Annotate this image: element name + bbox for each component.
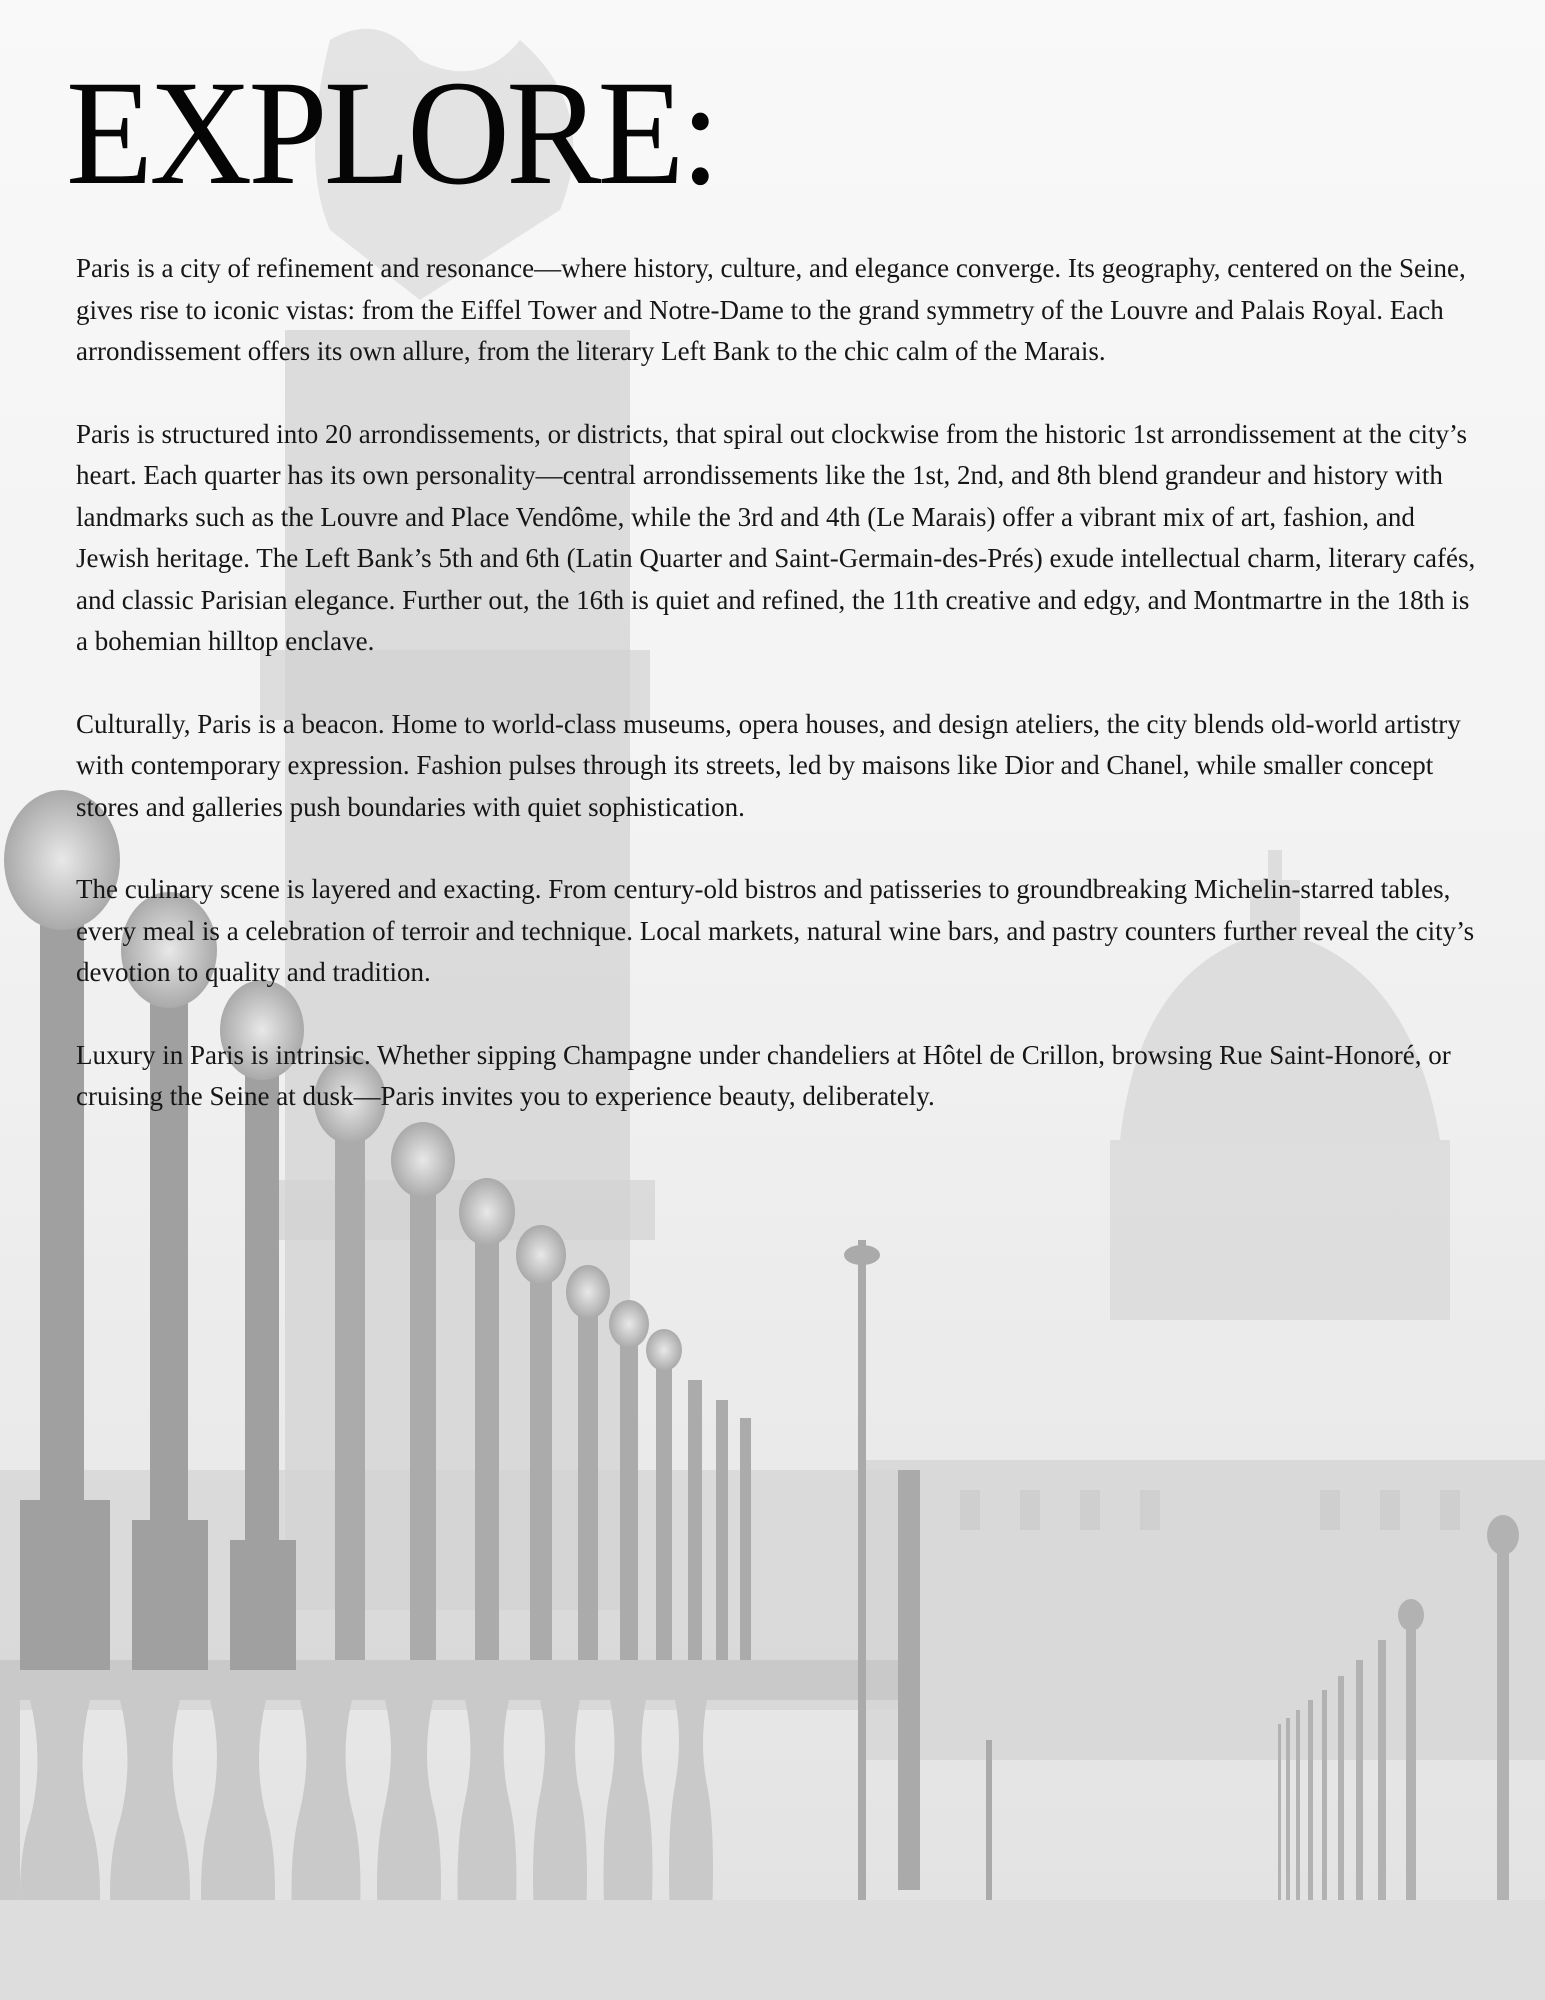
- paragraph-arrondissements: Paris is structured into 20 arrondissements, or districts, that spiral out clockwise from the historic 1st arrondissement at the city’s heart. Each quarter has its own personality—central arrondissements like the 1st, 2nd, and 8th blend grandeur and history with landmarks such as the Louvre and Place Vendôme, while the 3rd and 4th (Le Marais) offer a vibrant mix of art, fashion, and Jewish heritage. The Left Bank’s 5th and 6th (Latin Quarter and Saint-Germain-des-Prés) exude intellectual charm, literary cafés, and classic Parisian elegance. Further out, the 16th is quiet and refined, the 11th creative and edgy, and Montmartre in the 18th is a bohemian hilltop enclave.: [76, 418, 1476, 656]
- paragraph-culture: Culturally, Paris is a beacon. Home to world-class museums, opera houses, and design ateliers, the city blends old-world artistry with contemporary expression. Fashion pulses through its streets, led by maisons like Dior and Chanel, while smaller concept stores and galleries push boundaries with quiet sophistication.: [76, 708, 1461, 822]
- paragraph-culinary: The culinary scene is layered and exacting. From century-old bistros and patisseries to groundbreaking Michelin-starred tables, every meal is a celebration of terroir and technique. Local markets, natural wine bars, and pastry counters further reveal the city’s devotion to quality and tradition.: [76, 874, 1475, 987]
- article-body: [76, 248, 1486, 1159]
- paragraph-luxury: Luxury in Paris is intrinsic. Whether sipping Champagne under chandeliers at Hôtel de Crillon, browsing Rue Saint-Honoré, or cruising the Seine at dusk—Paris invites you to experience beauty, deliberately.: [76, 1039, 1451, 1111]
- paragraph-geography: Paris is a city of refinement and resonance—where history, culture, and elegance converge. Its geography, centered on the Seine, gives rise to iconic vistas: from the Eiffel Tower and Notre-Dame to the grand symmetry of the Louvre and Palais Royal. Each arrondissement offers its own allure, from the literary Left Bank to the chic calm of the Marais.: [76, 253, 1466, 366]
- page-title: EXPLORE:: [66, 50, 717, 216]
